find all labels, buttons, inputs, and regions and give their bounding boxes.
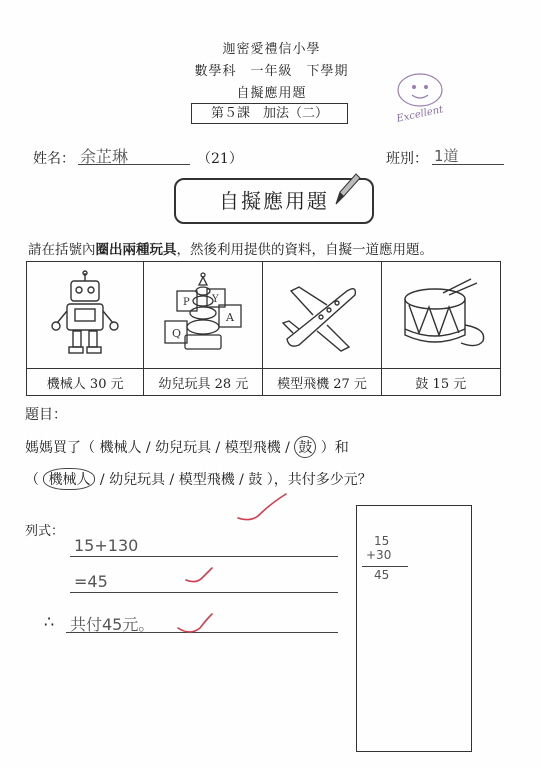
worksheet-banner: 自擬應用題 — [174, 178, 374, 224]
question-line-1: 媽媽買了（ 機械人 / 幼兒玩具 / 模型飛機 / 鼓 ）和 — [25, 436, 349, 458]
working-underline-3 — [66, 632, 338, 633]
working-line-1: 15+130 — [74, 536, 139, 555]
option-robot[interactable]: 機械人 — [43, 468, 95, 490]
class-value: 1道 — [434, 147, 459, 165]
subject-line: 數學科 一年級 下學期 — [194, 64, 349, 79]
toy-cell — [263, 262, 381, 369]
class-underline — [432, 164, 504, 165]
svg-text:Y: Y — [212, 294, 219, 305]
class-label: 班別： — [386, 151, 428, 167]
working-label: 列式： — [25, 524, 65, 539]
svg-text:A: A — [226, 311, 235, 324]
option-drum[interactable]: 鼓 — [294, 436, 316, 458]
toy-label: 幼兒玩具 28 元 — [144, 369, 263, 396]
name-value: 余芷琳 — [80, 147, 129, 166]
svg-text:Q: Q — [172, 327, 182, 340]
drum-icon — [391, 269, 491, 357]
working-underline-1 — [70, 556, 338, 557]
calc-divider — [362, 566, 408, 567]
pencil-icon — [332, 170, 362, 208]
svg-text:P: P — [183, 297, 191, 308]
check-mark — [238, 494, 286, 520]
name-underline — [78, 164, 190, 165]
lesson-title: 第５課 加法（二） — [191, 103, 348, 124]
toy-label: 鼓 15 元 — [381, 369, 500, 396]
therefore-symbol: ∴ — [44, 612, 55, 631]
question-line-2: （ 機械人 / 幼兒玩具 / 模型飛機 / 鼓 ），共付多少元？ — [25, 468, 372, 490]
robot-icon — [45, 269, 125, 357]
option-drum[interactable]: 鼓 — [248, 472, 263, 488]
school-name: 迦密愛禮信小學 — [222, 42, 321, 57]
topic-title: 自擬應用題 — [236, 86, 307, 101]
working-line-2: =45 — [74, 572, 108, 591]
toy-cell — [27, 262, 144, 369]
option-airplane[interactable]: 模型飛機 — [178, 472, 235, 488]
baby-toy-icon — [155, 269, 251, 357]
working-line-3: 共付45元。 — [70, 615, 155, 634]
check-mark — [178, 614, 212, 632]
option-baby-toy[interactable]: 幼兒玩具 — [109, 472, 166, 488]
student-number: （21） — [197, 151, 243, 167]
toy-cell — [381, 262, 500, 369]
calc-result: 45 — [374, 568, 390, 582]
toy-label: 模型飛機 27 元 — [263, 369, 381, 396]
working-underline-2 — [70, 592, 338, 593]
option-airplane[interactable]: 模型飛機 — [224, 440, 281, 456]
airplane-icon — [277, 269, 367, 357]
toy-label: 機械人 30 元 — [27, 369, 144, 396]
instruction: 請在括號內圈出兩種玩具，然後利用提供的資料，自擬一道應用題。 — [28, 242, 433, 258]
option-baby-toy[interactable]: 幼兒玩具 — [155, 440, 212, 456]
excellent-stamp — [388, 70, 452, 126]
check-mark — [186, 568, 212, 582]
toy-table — [26, 261, 501, 396]
name-label: 姓名： — [33, 151, 75, 167]
question-label: 題目： — [25, 407, 67, 423]
stamp-text: Excellent — [395, 104, 445, 125]
toy-cell — [144, 262, 263, 369]
calc-top: 15 — [374, 534, 390, 548]
calc-addend: +30 — [366, 548, 392, 562]
option-robot[interactable]: 機械人 — [99, 440, 142, 456]
